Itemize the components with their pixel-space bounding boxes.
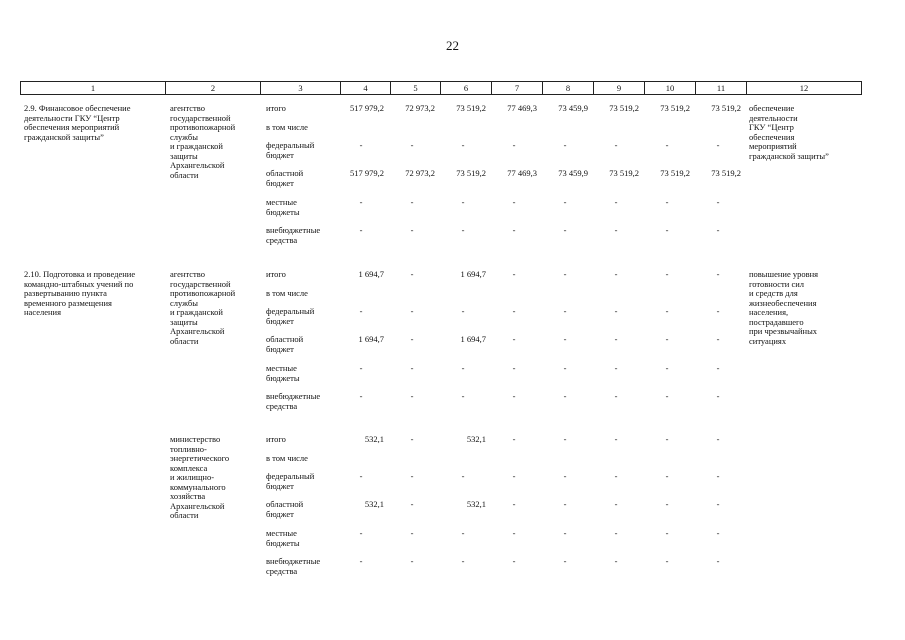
amount-cell: - xyxy=(410,471,414,481)
amount-cell: 532,1 xyxy=(466,434,486,444)
amount-cell: 73 519,2 xyxy=(456,103,486,113)
amount-cell: - xyxy=(512,528,516,538)
amount-cell: 73 519,2 xyxy=(660,103,690,113)
performer-text: агентство государственной противопожарной службы и гражданской защиты Архангельской области xyxy=(170,269,236,346)
amount-cell: - xyxy=(563,225,567,235)
amount-cell: - xyxy=(716,499,720,509)
column-header: 12 xyxy=(747,82,862,95)
amount-cell: - xyxy=(359,225,363,235)
amount-cell: - xyxy=(665,225,669,235)
amount-cell: - xyxy=(716,334,720,344)
amount-cell: - xyxy=(512,556,516,566)
amount-cell: - xyxy=(665,499,669,509)
amount-cell: 1 694,7 xyxy=(460,269,486,279)
funding-source-label: внебюджетные средства xyxy=(266,391,321,411)
amount-cell: - xyxy=(461,556,465,566)
amount-cell: - xyxy=(359,197,363,207)
amount-cell: - xyxy=(716,434,720,444)
amount-cell: 73 519,2 xyxy=(456,168,486,178)
result-text: повышение уровня готовности сил и средств для жизнеобеспечения населения, пострадавшего при чрезвычайных ситуациях xyxy=(749,269,819,346)
amount-cell: 73 519,2 xyxy=(711,103,741,113)
amount-cell: - xyxy=(359,140,363,150)
amount-cell: - xyxy=(512,363,516,373)
amount-cell: - xyxy=(410,528,414,538)
amount-cell: - xyxy=(563,306,567,316)
result-text: обеспечение деятельности ГКУ “Центр обеспечения мероприятий гражданской защиты” xyxy=(749,103,829,161)
amount-cell: - xyxy=(461,197,465,207)
amount-cell: - xyxy=(716,197,720,207)
item-text: 2.10. Подготовка и проведение командно-штабных учений по развертыванию пункта временного размещения населения xyxy=(24,269,136,317)
amount-cell: - xyxy=(359,528,363,538)
funding-source-label: итого xyxy=(266,269,286,279)
amount-cell: - xyxy=(563,197,567,207)
amount-cell: 1 694,7 xyxy=(358,334,384,344)
amount-cell: - xyxy=(563,471,567,481)
amount-cell: - xyxy=(665,197,669,207)
amount-cell: 77 469,3 xyxy=(507,168,537,178)
amount-cell: - xyxy=(461,363,465,373)
amount-cell: - xyxy=(359,306,363,316)
amount-cell: - xyxy=(461,140,465,150)
amount-cell: - xyxy=(716,225,720,235)
funding-source-label: областной бюджет xyxy=(266,334,304,354)
amount-cell: 73 459,9 xyxy=(558,168,588,178)
amount-cell: 73 459,9 xyxy=(558,103,588,113)
amount-cell: - xyxy=(410,499,414,509)
amount-cell: - xyxy=(716,528,720,538)
funding-source-label: местные бюджеты xyxy=(266,197,300,217)
amount-cell: 1 694,7 xyxy=(460,334,486,344)
amount-cell: - xyxy=(614,269,618,279)
amount-cell: - xyxy=(410,363,414,373)
amount-cell: 532,1 xyxy=(364,499,384,509)
amount-cell: - xyxy=(614,471,618,481)
amount-cell: 532,1 xyxy=(466,499,486,509)
column-header: 3 xyxy=(261,82,341,95)
amount-cell: - xyxy=(359,556,363,566)
amount-cell: - xyxy=(563,269,567,279)
amount-cell: 73 519,2 xyxy=(609,103,639,113)
performer-text: агентство государственной противопожарной службы и гражданской защиты Архангельской области xyxy=(170,103,236,180)
column-header: 7 xyxy=(492,82,543,95)
funding-source-label: местные бюджеты xyxy=(266,528,300,548)
amount-cell: - xyxy=(614,499,618,509)
amount-cell: 532,1 xyxy=(364,434,384,444)
amount-cell: - xyxy=(716,306,720,316)
amount-cell: - xyxy=(512,499,516,509)
amount-cell: 73 519,2 xyxy=(609,168,639,178)
amount-cell: - xyxy=(716,471,720,481)
funding-source-label: местные бюджеты xyxy=(266,363,300,383)
amount-cell: - xyxy=(563,140,567,150)
amount-cell: - xyxy=(563,434,567,444)
column-header: 2 xyxy=(166,82,261,95)
amount-cell: - xyxy=(410,556,414,566)
amount-cell: - xyxy=(512,140,516,150)
item-text: 2.9. Финансовое обеспечение деятельности ГКУ “Центр обеспечения мероприятий гражданской защиты” xyxy=(24,103,131,142)
amount-cell: - xyxy=(563,499,567,509)
amount-cell: - xyxy=(665,306,669,316)
amount-cell: - xyxy=(512,225,516,235)
amount-cell: - xyxy=(461,225,465,235)
page-number: 22 xyxy=(446,38,459,53)
funding-source-label: внебюджетные средства xyxy=(266,225,321,245)
funding-source-label: в том числе xyxy=(266,122,308,132)
amount-cell: 73 519,2 xyxy=(660,168,690,178)
amount-cell: - xyxy=(410,140,414,150)
funding-source-label: областной бюджет xyxy=(266,168,304,188)
amount-cell: - xyxy=(716,140,720,150)
funding-source-label: федеральный бюджет xyxy=(266,306,315,326)
amount-cell: - xyxy=(461,391,465,401)
amount-cell: - xyxy=(563,334,567,344)
amount-cell: - xyxy=(512,434,516,444)
column-header: 8 xyxy=(543,82,594,95)
amount-cell: - xyxy=(359,391,363,401)
funding-source-label: федеральный бюджет xyxy=(266,140,315,160)
amount-cell: - xyxy=(512,269,516,279)
amount-cell: - xyxy=(512,334,516,344)
amount-cell: - xyxy=(410,197,414,207)
amount-cell: - xyxy=(716,363,720,373)
amount-cell: - xyxy=(665,363,669,373)
funding-source-label: в том числе xyxy=(266,453,308,463)
amount-cell: 517 979,2 xyxy=(350,168,384,178)
funding-source-label: итого xyxy=(266,103,286,113)
funding-source-label: областной бюджет xyxy=(266,499,304,519)
amount-cell: - xyxy=(614,556,618,566)
amount-cell: - xyxy=(665,334,669,344)
amount-cell: - xyxy=(563,528,567,538)
funding-source-label: итого xyxy=(266,434,286,444)
amount-cell: - xyxy=(614,434,618,444)
amount-cell: - xyxy=(614,306,618,316)
column-header: 1 xyxy=(21,82,166,95)
amount-cell: - xyxy=(512,197,516,207)
amount-cell: - xyxy=(359,363,363,373)
amount-cell: - xyxy=(614,140,618,150)
column-header: 11 xyxy=(696,82,747,95)
amount-cell: 72 973,2 xyxy=(405,168,435,178)
funding-source-label: федеральный бюджет xyxy=(266,471,315,491)
amount-cell: - xyxy=(410,225,414,235)
amount-cell: - xyxy=(665,140,669,150)
column-header: 4 xyxy=(341,82,391,95)
amount-cell: - xyxy=(665,391,669,401)
amount-cell: - xyxy=(665,528,669,538)
amount-cell: - xyxy=(665,471,669,481)
amount-cell: - xyxy=(614,391,618,401)
amount-cell: 72 973,2 xyxy=(405,103,435,113)
funding-source-label: внебюджетные средства xyxy=(266,556,321,576)
amount-cell: - xyxy=(461,528,465,538)
amount-cell: - xyxy=(563,556,567,566)
amount-cell: - xyxy=(614,363,618,373)
column-header: 6 xyxy=(441,82,492,95)
amount-cell: - xyxy=(614,225,618,235)
amount-cell: - xyxy=(410,391,414,401)
amount-cell: - xyxy=(665,269,669,279)
amount-cell: - xyxy=(410,269,414,279)
amount-cell: - xyxy=(410,334,414,344)
amount-cell: 77 469,3 xyxy=(507,103,537,113)
amount-cell: - xyxy=(512,471,516,481)
column-header: 5 xyxy=(391,82,441,95)
amount-cell: - xyxy=(563,391,567,401)
amount-cell: - xyxy=(716,391,720,401)
amount-cell: - xyxy=(614,334,618,344)
performer-text: министерство топливно- энергетического комплекса и жилищно- коммунального хозяйства Архангельской области xyxy=(170,434,230,520)
amount-cell: 1 694,7 xyxy=(358,269,384,279)
amount-cell: - xyxy=(614,528,618,538)
amount-cell: - xyxy=(410,306,414,316)
amount-cell: - xyxy=(614,197,618,207)
amount-cell: - xyxy=(461,306,465,316)
amount-cell: 517 979,2 xyxy=(350,103,384,113)
amount-cell: - xyxy=(716,269,720,279)
amount-cell: - xyxy=(563,363,567,373)
amount-cell: 73 519,2 xyxy=(711,168,741,178)
amount-cell: - xyxy=(359,471,363,481)
amount-cell: - xyxy=(512,306,516,316)
amount-cell: - xyxy=(512,391,516,401)
column-header-row xyxy=(20,81,862,95)
amount-cell: - xyxy=(665,434,669,444)
column-header: 9 xyxy=(594,82,645,95)
column-header: 10 xyxy=(645,82,696,95)
amount-cell: - xyxy=(716,556,720,566)
amount-cell: - xyxy=(665,556,669,566)
funding-source-label: в том числе xyxy=(266,288,308,298)
amount-cell: - xyxy=(461,471,465,481)
amount-cell: - xyxy=(410,434,414,444)
